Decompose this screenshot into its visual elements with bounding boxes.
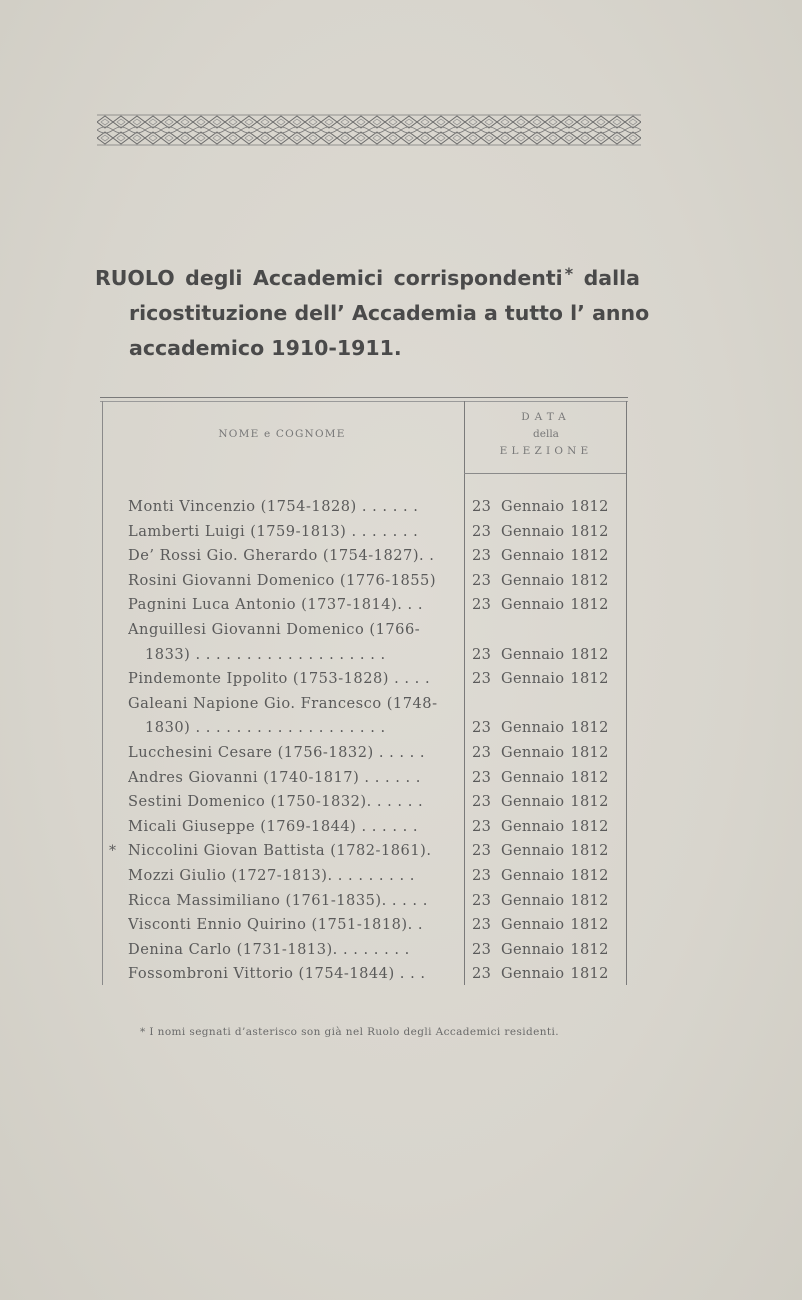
member-name-text: Pindemonte Ippolito (1753-1828) . . . . [128,670,431,688]
election-date [472,839,620,864]
table-row [100,864,628,889]
election-date-year: 1812 [570,522,609,540]
election-date [472,913,620,938]
election-date [472,643,620,668]
member-name [128,913,458,938]
election-date-month: Gennaio [501,743,565,761]
election-date-month: Gennaio [501,817,565,835]
member-name [128,815,458,840]
column-header-name: NOME e COGNOME [218,428,346,440]
member-name-text: Sestini Domenico (1750-1832). . . . . . [128,793,424,811]
table-top-rule [100,397,628,398]
member-name-text: Anguillesi Giovanni Domenico (1766- [128,620,421,638]
election-date-month: Gennaio [501,916,565,934]
table-row [100,766,628,791]
member-name-text: Mozzi Giulio (1727-1813). . . . . . . . . [128,866,415,884]
election-date-month: Gennaio [501,670,565,688]
election-date-month: Gennaio [501,940,565,958]
table-row [100,618,628,667]
member-name [128,667,458,692]
page-title [95,256,650,366]
column-header-date [466,409,626,460]
election-date-year: 1812 [570,596,609,614]
date-header-rule [464,473,626,474]
election-date-year: 1812 [570,842,609,860]
member-name [128,569,458,594]
election-date-day: 23 [472,768,492,786]
header-della-word: della [533,428,559,440]
table-row [100,692,628,741]
table-row [100,544,628,569]
election-date [472,766,620,791]
election-date-year: 1812 [570,498,609,515]
election-date-day: 23 [472,498,492,515]
election-date-month: Gennaio [501,719,565,737]
election-date-year: 1812 [570,793,609,811]
table-row [100,889,628,914]
members-table [100,397,628,987]
election-date-day: 23 [472,891,492,909]
title-line-1-end: dalla [583,266,640,290]
election-date-month: Gennaio [501,498,565,515]
election-date [472,864,620,889]
table-body [100,495,628,987]
election-date [472,938,620,963]
election-date-year: 1812 [570,916,609,934]
election-date-year: 1812 [570,891,609,909]
table-row [100,667,628,692]
member-name [128,520,458,545]
table-row [100,569,628,594]
member-name-text: Niccolini Giovan Battista (1782-1861). [128,842,432,860]
election-date-day: 23 [472,743,492,761]
election-date-month: Gennaio [501,547,565,565]
election-date-day: 23 [472,793,492,811]
table-row [100,815,628,840]
election-date-day: 23 [472,571,492,589]
election-date-month: Gennaio [501,842,565,860]
election-date [472,889,620,914]
election-date-month: Gennaio [501,768,565,786]
header-elezione-word: ELEZIONE [499,445,593,457]
member-name-text: Denina Carlo (1731-1813). . . . . . . . [128,940,410,958]
member-name [128,692,458,741]
member-name-text: Ricca Massimiliano (1761-1835). . . . . [128,891,428,909]
election-date-month: Gennaio [501,596,565,614]
election-date-year: 1812 [570,719,609,737]
election-date-month: Gennaio [501,571,565,589]
election-date [472,716,620,741]
table-row [100,938,628,963]
member-name-text: Andres Giovanni (1740-1817) . . . . . . [128,768,421,786]
member-name [128,864,458,889]
member-name-continuation: 1833) . . . . . . . . . . . . . . . . . . . [145,645,386,663]
election-date-year: 1812 [570,743,609,761]
member-name-text: Lucchesini Cesare (1756-1832) . . . . . [128,743,426,761]
member-name-text: Micali Giuseppe (1769-1844) . . . . . . [128,817,419,835]
election-date-day: 23 [472,916,492,934]
election-date-year: 1812 [570,547,609,565]
member-name [128,766,458,791]
election-date-month: Gennaio [501,866,565,884]
election-date-day: 23 [472,522,492,540]
election-date-year: 1812 [570,965,609,983]
election-date-year: 1812 [570,817,609,835]
election-date-day: 23 [472,817,492,835]
election-date-year: 1812 [570,940,609,958]
election-date [472,495,620,520]
election-date-day: 23 [472,866,492,884]
election-date-day: 23 [472,842,492,860]
title-line-1 [95,256,640,296]
member-name [128,790,458,815]
election-date-day: 23 [472,596,492,614]
election-date [472,815,620,840]
title-line-1-text: RUOLO degli Accademici corrispondenti [95,266,563,290]
election-date-month: Gennaio [501,793,565,811]
title-line-2: ricostituzione dell’ Accademia a tutto l’ anno [129,301,650,325]
member-name-text: Galeani Napione Gio. Francesco (1748- [128,694,438,712]
table-row [100,790,628,815]
table-row [100,913,628,938]
election-date [472,962,620,987]
election-date-month: Gennaio [501,645,565,663]
table-row [100,741,628,766]
election-date [472,593,620,618]
member-name-continuation: 1830) . . . . . . . . . . . . . . . . . . . [145,719,386,737]
election-date [472,569,620,594]
election-date [472,667,620,692]
member-name [128,962,458,987]
member-name-text: De’ Rossi Gio. Gherardo (1754-1827). . [128,547,435,565]
member-name-text: Visconti Ennio Quirino (1751-1818). . [128,916,424,934]
row-asterisk: * [109,843,116,860]
footnote: * I nomi segnati d’asterisco son già nel Ruolo degli Accademici residenti. [140,1026,560,1038]
election-date-day: 23 [472,645,492,663]
election-date-day: 23 [472,940,492,958]
table-top-rule-inner [100,401,628,402]
election-date-month: Gennaio [501,891,565,909]
election-date-year: 1812 [570,645,609,663]
member-name-text: Lamberti Luigi (1759-1813) . . . . . . . [128,522,419,540]
member-name-text: Pagnini Luca Antonio (1737-1814). . . [128,596,423,614]
title-line-3: accademico 1910-1911. [129,336,402,360]
member-name-text: Rosini Giovanni Domenico (1776-1855) [128,571,437,589]
election-date-year: 1812 [570,571,609,589]
table-row [100,495,628,520]
member-name [128,544,458,569]
election-date-day: 23 [472,965,492,983]
member-name [128,938,458,963]
member-name [128,593,458,618]
table-row [100,962,628,987]
election-date [472,520,620,545]
election-date-month: Gennaio [501,965,565,983]
member-name-text: Fossombroni Vittorio (1754-1844) . . . [128,965,426,983]
election-date [472,790,620,815]
member-name-text: Monti Vincenzio (1754-1828) . . . . . . [128,498,419,515]
member-name [128,741,458,766]
header-date-word: DATA [521,411,571,423]
election-date-year: 1812 [570,866,609,884]
title-asterisk: * [564,264,574,283]
member-name [128,618,458,667]
election-date [472,741,620,766]
election-date-month: Gennaio [501,522,565,540]
member-name [128,839,458,864]
decorative-border-ornament [97,114,641,146]
election-date [472,544,620,569]
election-date-year: 1812 [570,768,609,786]
member-name [128,889,458,914]
table-row [100,593,628,618]
table-row [100,839,628,864]
election-date-year: 1812 [570,670,609,688]
election-date-day: 23 [472,670,492,688]
table-row [100,520,628,545]
election-date-day: 23 [472,719,492,737]
election-date-day: 23 [472,547,492,565]
member-name [128,495,458,520]
